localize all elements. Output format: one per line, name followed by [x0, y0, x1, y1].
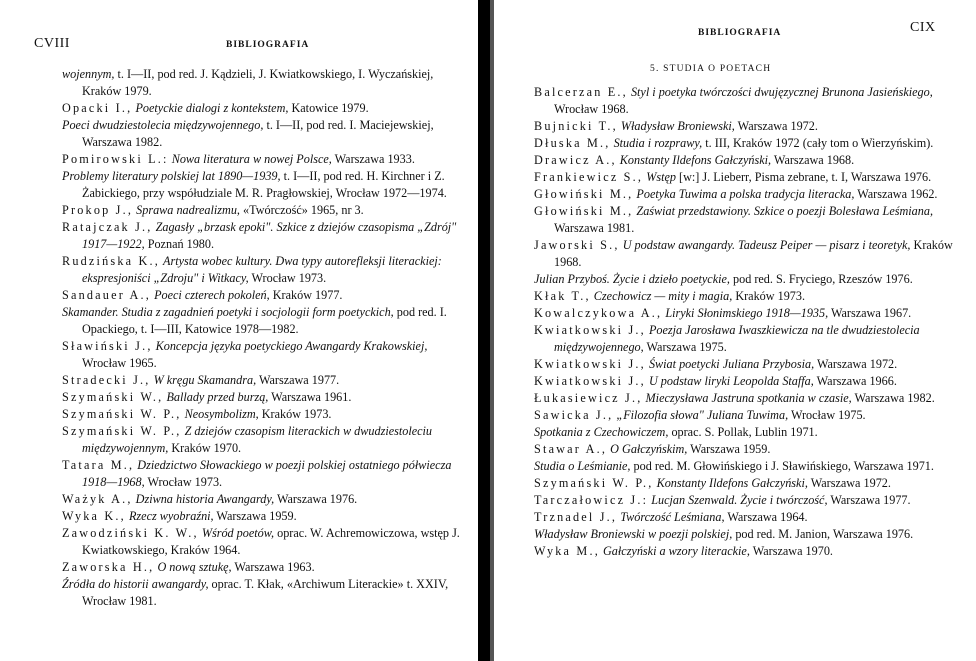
bibliography-entry [534, 390, 970, 407]
bibliography-entry [534, 271, 970, 288]
bibliography-entry [62, 491, 470, 508]
entry-author: Kwiatkowski J., [534, 357, 646, 371]
bibliography-entry [62, 304, 470, 338]
entry-title: „Filozofia słowa" Juliana Tuwima, [616, 408, 789, 422]
entry-details: t. I—II, pod red. J. Kądzieli, J. Kwiatkowskiego, I. Wyczańskiej, Kraków 1979. [82, 67, 434, 98]
entry-title: Dziedzictwo Słowackiego w poezji polskiej ostatniego półwiecza 1918—1968, [82, 458, 452, 489]
entry-title: Sprawa nadrealizmu, [136, 203, 240, 217]
entry-title: Dziwna historia Awangardy, [135, 492, 275, 506]
entry-details: pod red. M. Głowińskiego i J. Sławińskiego, Warszawa 1971. [630, 459, 934, 473]
entry-author: Szymański W. P., [62, 424, 182, 438]
entry-author: Bujnicki T., [534, 119, 618, 133]
entry-author: Sandauer A., [62, 288, 152, 302]
entry-author: Tarczałowicz J.: [534, 493, 649, 507]
entry-details: Warszawa 1977. [827, 493, 911, 507]
entry-details: Warszawa 1959. [687, 442, 771, 456]
entry-author: Rudzińska K., [62, 254, 160, 268]
book-gutter [478, 0, 490, 661]
entry-title: Liryki Słonimskiego 1918—1935, [665, 306, 829, 320]
bibliography-entry [534, 424, 970, 441]
entry-title: Nowa literatura w nowej Polsce, [171, 152, 332, 166]
entry-author: Zawodziński K. W., [62, 526, 199, 540]
entry-title: Władysław Broniewski w poezji polskiej, [534, 527, 733, 541]
entry-details: Wrocław 1973. [248, 271, 327, 285]
bibliography-entry [534, 356, 970, 373]
entry-author: Ratajczak J., [62, 220, 153, 234]
bibliography-entry [534, 407, 970, 424]
entry-details: Kraków 1968. [554, 238, 953, 269]
entry-title: Neosymbolizm, [184, 407, 259, 421]
entry-details: Kraków 1977. [269, 288, 343, 302]
bibliography-entry [534, 169, 970, 186]
entry-details: Kraków 1973. [732, 289, 806, 303]
entry-details: oprac. W. Achremowiczowa, wstęp J. Kwiatkowskiego, Kraków 1964. [82, 526, 460, 557]
entry-details: oprac. T. Kłak, «Archiwum Literackie» t. XXIV, Wrocław 1981. [82, 577, 449, 608]
entry-title: Z dziejów czasopism literackich w dwudziestoleciu międzywojennym, [82, 424, 433, 455]
entry-title: Rzecz wyobraźni, [128, 509, 214, 523]
entry-title: Mieczysława Jastruna spotkania w czasie, [645, 391, 852, 405]
bibliography-entry [62, 151, 470, 168]
entry-title: Studia o Leśmianie, [534, 459, 631, 473]
entry-title: Poeci dwudziestolecia międzywojennego, [62, 118, 264, 132]
bibliography-entry [534, 237, 970, 271]
entry-title: U podstaw liryki Leopolda Staffa, [648, 374, 814, 388]
bibliography-entry [62, 202, 470, 219]
entry-author: Jaworski S., [534, 238, 620, 252]
entry-title: W kręgu Skamandra, [153, 373, 257, 387]
entry-details: Warszawa 1977. [256, 373, 340, 387]
bibliography-entry [534, 526, 970, 543]
bibliography-entry [62, 219, 470, 253]
entry-author: Ważyk A., [62, 492, 133, 506]
entry-title: Problemy literatury polskiej lat 1890—1939, [62, 169, 281, 183]
entry-details: Warszawa 1967. [828, 306, 912, 320]
entry-details: Wrocław 1973. [144, 475, 223, 489]
entry-title: Świat poetycki Juliana Przybosia, [648, 357, 815, 371]
entry-details: [w:] J. Lieberr, Pisma zebrane, t. I, Warszawa 1976. [676, 170, 932, 184]
entry-title: Źródła do historii awangardy, [62, 577, 209, 591]
bibliography-entry [534, 203, 970, 237]
entry-details: pod red. M. Janion, Warszawa 1976. [732, 527, 914, 541]
entry-title: Ballady przed burzą, [166, 390, 269, 404]
entry-author: Szymański W. P., [62, 407, 182, 421]
entry-author: Wyka M., [534, 544, 600, 558]
bibliography-entry [534, 458, 970, 475]
entry-author: Kłak T., [534, 289, 591, 303]
entry-title: Konstanty Ildefons Gałczyński, [619, 153, 772, 167]
bibliography-list-right [534, 84, 970, 560]
entry-details: Warszawa 1976. [274, 492, 358, 506]
entry-author: Stradecki J., [62, 373, 151, 387]
bibliography-entry [534, 441, 970, 458]
entry-author: Zaworska H., [62, 560, 155, 574]
bibliography-entry [62, 372, 470, 389]
entry-title: O nową sztukę, [157, 560, 232, 574]
entry-details: Kraków 1970. [168, 441, 242, 455]
bibliography-entry [534, 492, 970, 509]
entry-author: Trznadel J., [534, 510, 618, 524]
entry-title: wojennym, [62, 67, 115, 81]
entry-title: O Gałczyńskim, [610, 442, 688, 456]
entry-details: Warszawa 1970. [749, 544, 833, 558]
entry-title: Wśród poetów, [201, 526, 275, 540]
entry-author: Stawar A., [534, 442, 608, 456]
left-page [0, 0, 478, 661]
entry-author: Opacki I., [62, 101, 133, 115]
entry-title: U podstaw awangardy. Tadeusz Peiper — pisarz i teoretyk, [622, 238, 911, 252]
bibliography-entry [62, 423, 470, 457]
bibliography-entry [534, 152, 970, 169]
bibliography-entry [62, 576, 470, 610]
entry-title: Poetyckie dialogi z kontekstem, [135, 101, 289, 115]
entry-details: «Twórczość» 1965, nr 3. [239, 203, 364, 217]
entry-title: Zaświat przedstawiony. Szkice o poezji Bolesława Leśmiana, [636, 204, 933, 218]
entry-details: Warszawa 1972. [734, 119, 818, 133]
bibliography-entry [534, 84, 970, 118]
entry-title: Koncepcja języka poetyckiego Awangardy Krakowskiej, [155, 339, 428, 353]
entry-title: Gałczyński a wzory literackie, [603, 544, 750, 558]
entry-author: Pomirowski L.: [62, 152, 169, 166]
bibliography-entry [62, 508, 470, 525]
entry-details: t. III, Kraków 1972 (cały tom o Wierzyńskim). [702, 136, 934, 150]
bibliography-entry [534, 135, 970, 152]
entry-author: Drawicz A., [534, 153, 617, 167]
section-heading: 5. STUDIA O POETACH [650, 64, 772, 74]
bibliography-entry [62, 525, 470, 559]
bibliography-entry [62, 253, 470, 287]
bibliography-entry [534, 186, 970, 203]
entry-author: Dłuska M., [534, 136, 611, 150]
bibliography-entry [62, 100, 470, 117]
bibliography-entry [534, 475, 970, 492]
entry-author: Prokop J., [62, 203, 134, 217]
bibliography-entry [534, 118, 970, 135]
entry-title: Artysta wobec kultury. Dwa typy autorefleksji literackiej: ekspresjoniści „Zdroju" i Witkacy, [82, 254, 442, 285]
entry-details: Warszawa 1961. [268, 390, 352, 404]
running-header-right: BIBLIOGRAFIA [698, 28, 782, 38]
entry-author: Głowiński M., [534, 187, 634, 201]
entry-author: Wyka K., [62, 509, 126, 523]
entry-author: Frankiewicz S., [534, 170, 644, 184]
bibliography-entry [62, 338, 470, 372]
running-header-left: BIBLIOGRAFIA [226, 40, 310, 50]
entry-title: Spotkania z Czechowiczem, [534, 425, 669, 439]
bibliography-entry [62, 406, 470, 423]
entry-author: Kwiatkowski J., [534, 374, 646, 388]
bibliography-entry [534, 322, 970, 356]
entry-details: Poznań 1980. [144, 237, 215, 251]
entry-author: Łukasiewicz J., [534, 391, 643, 405]
entry-title: Poezja Jarosława Iwaszkiewicza na tle dwudziestolecia międzywojennego, [554, 323, 920, 354]
entry-title: Skamander. Studia z zagadnień poetyki i socjologii form poetyckich, [62, 305, 394, 319]
entry-details: Warszawa 1975. [643, 340, 727, 354]
entry-details: Warszawa 1966. [813, 374, 897, 388]
entry-title: Czechowicz — mity i magia, [593, 289, 733, 303]
bibliography-entry [62, 117, 470, 151]
entry-details: pod red. S. Fryciego, Rzeszów 1976. [729, 272, 913, 286]
right-page [494, 0, 976, 661]
bibliography-list-left [62, 66, 470, 610]
bibliography-entry [62, 457, 470, 491]
page-number-left: CVIII [34, 36, 70, 51]
entry-details: Wrocław 1968. [554, 102, 629, 116]
entry-title: Styl i poetyka twórczości dwujęzycznej Brunona Jasieńskiego, [630, 85, 933, 99]
entry-details: t. I—II, pod red. I. Maciejewskiej, Warszawa 1982. [82, 118, 434, 149]
entry-title: Wstęp [646, 170, 676, 184]
bibliography-entry [62, 168, 470, 202]
bibliography-entry [62, 389, 470, 406]
bibliography-entry [62, 66, 470, 100]
entry-details: oprac. S. Pollak, Lublin 1971. [668, 425, 818, 439]
entry-details: Warszawa 1981. [554, 221, 635, 235]
entry-details: t. I—II, pod red. H. Kirchner i Z. Żabickiego, przy współudziale M. R. Pragłowskiej, Wrocław 1972—1974. [82, 169, 447, 200]
entry-details: Warszawa 1982. [851, 391, 935, 405]
entry-author: Szymański W. P., [534, 476, 654, 490]
bibliography-entry [62, 287, 470, 304]
entry-details: Warszawa 1933. [331, 152, 415, 166]
entry-title: Poetyka Tuwima a polska tradycja literacka, [636, 187, 855, 201]
entry-title: Lucjan Szenwald. Życie i twórczość, [651, 493, 828, 507]
bibliography-entry [534, 305, 970, 322]
entry-details: Wrocław 1965. [82, 356, 157, 370]
entry-author: Szymański W., [62, 390, 164, 404]
bibliography-entry [534, 543, 970, 560]
bibliography-entry [534, 509, 970, 526]
entry-details: Warszawa 1964. [724, 510, 808, 524]
page-number-right: CIX [910, 20, 936, 35]
entry-title: Poeci czterech pokoleń, [154, 288, 270, 302]
entry-author: Sławiński J., [62, 339, 153, 353]
entry-title: Studia i rozprawy, [613, 136, 703, 150]
entry-details: Wrocław 1975. [788, 408, 866, 422]
bibliography-entry [534, 288, 970, 305]
entry-details: Warszawa 1968. [771, 153, 855, 167]
entry-author: Balcerzan E., [534, 85, 628, 99]
entry-details: Kraków 1973. [258, 407, 332, 421]
bibliography-entry [62, 559, 470, 576]
entry-title: Zagasły „brzask epoki". Szkice z dziejów czasopisma „Zdrój" 1917—1922, [82, 220, 457, 251]
bibliography-entry [534, 373, 970, 390]
entry-author: Sawicka J., [534, 408, 614, 422]
entry-title: Władysław Broniewski, [620, 119, 735, 133]
entry-author: Tatara M., [62, 458, 135, 472]
entry-author: Kwiatkowski J., [534, 323, 646, 337]
entry-details: Warszawa 1962. [854, 187, 938, 201]
entry-author: Kowalczykowa A., [534, 306, 663, 320]
entry-details: Warszawa 1972. [807, 476, 891, 490]
entry-title: Twórczość Leśmiana, [620, 510, 725, 524]
entry-details: pod red. I. Opackiego, t. I—III, Katowice 1978—1982. [82, 305, 447, 336]
entry-author: Głowiński M., [534, 204, 634, 218]
entry-title: Julian Przyboś. Życie i dzieło poetyckie, [534, 272, 730, 286]
entry-title: Konstanty Ildefons Gałczyński, [656, 476, 808, 490]
entry-details: Warszawa 1963. [231, 560, 315, 574]
entry-details: Warszawa 1972. [814, 357, 898, 371]
entry-details: Warszawa 1959. [213, 509, 297, 523]
entry-details: Katowice 1979. [288, 101, 369, 115]
